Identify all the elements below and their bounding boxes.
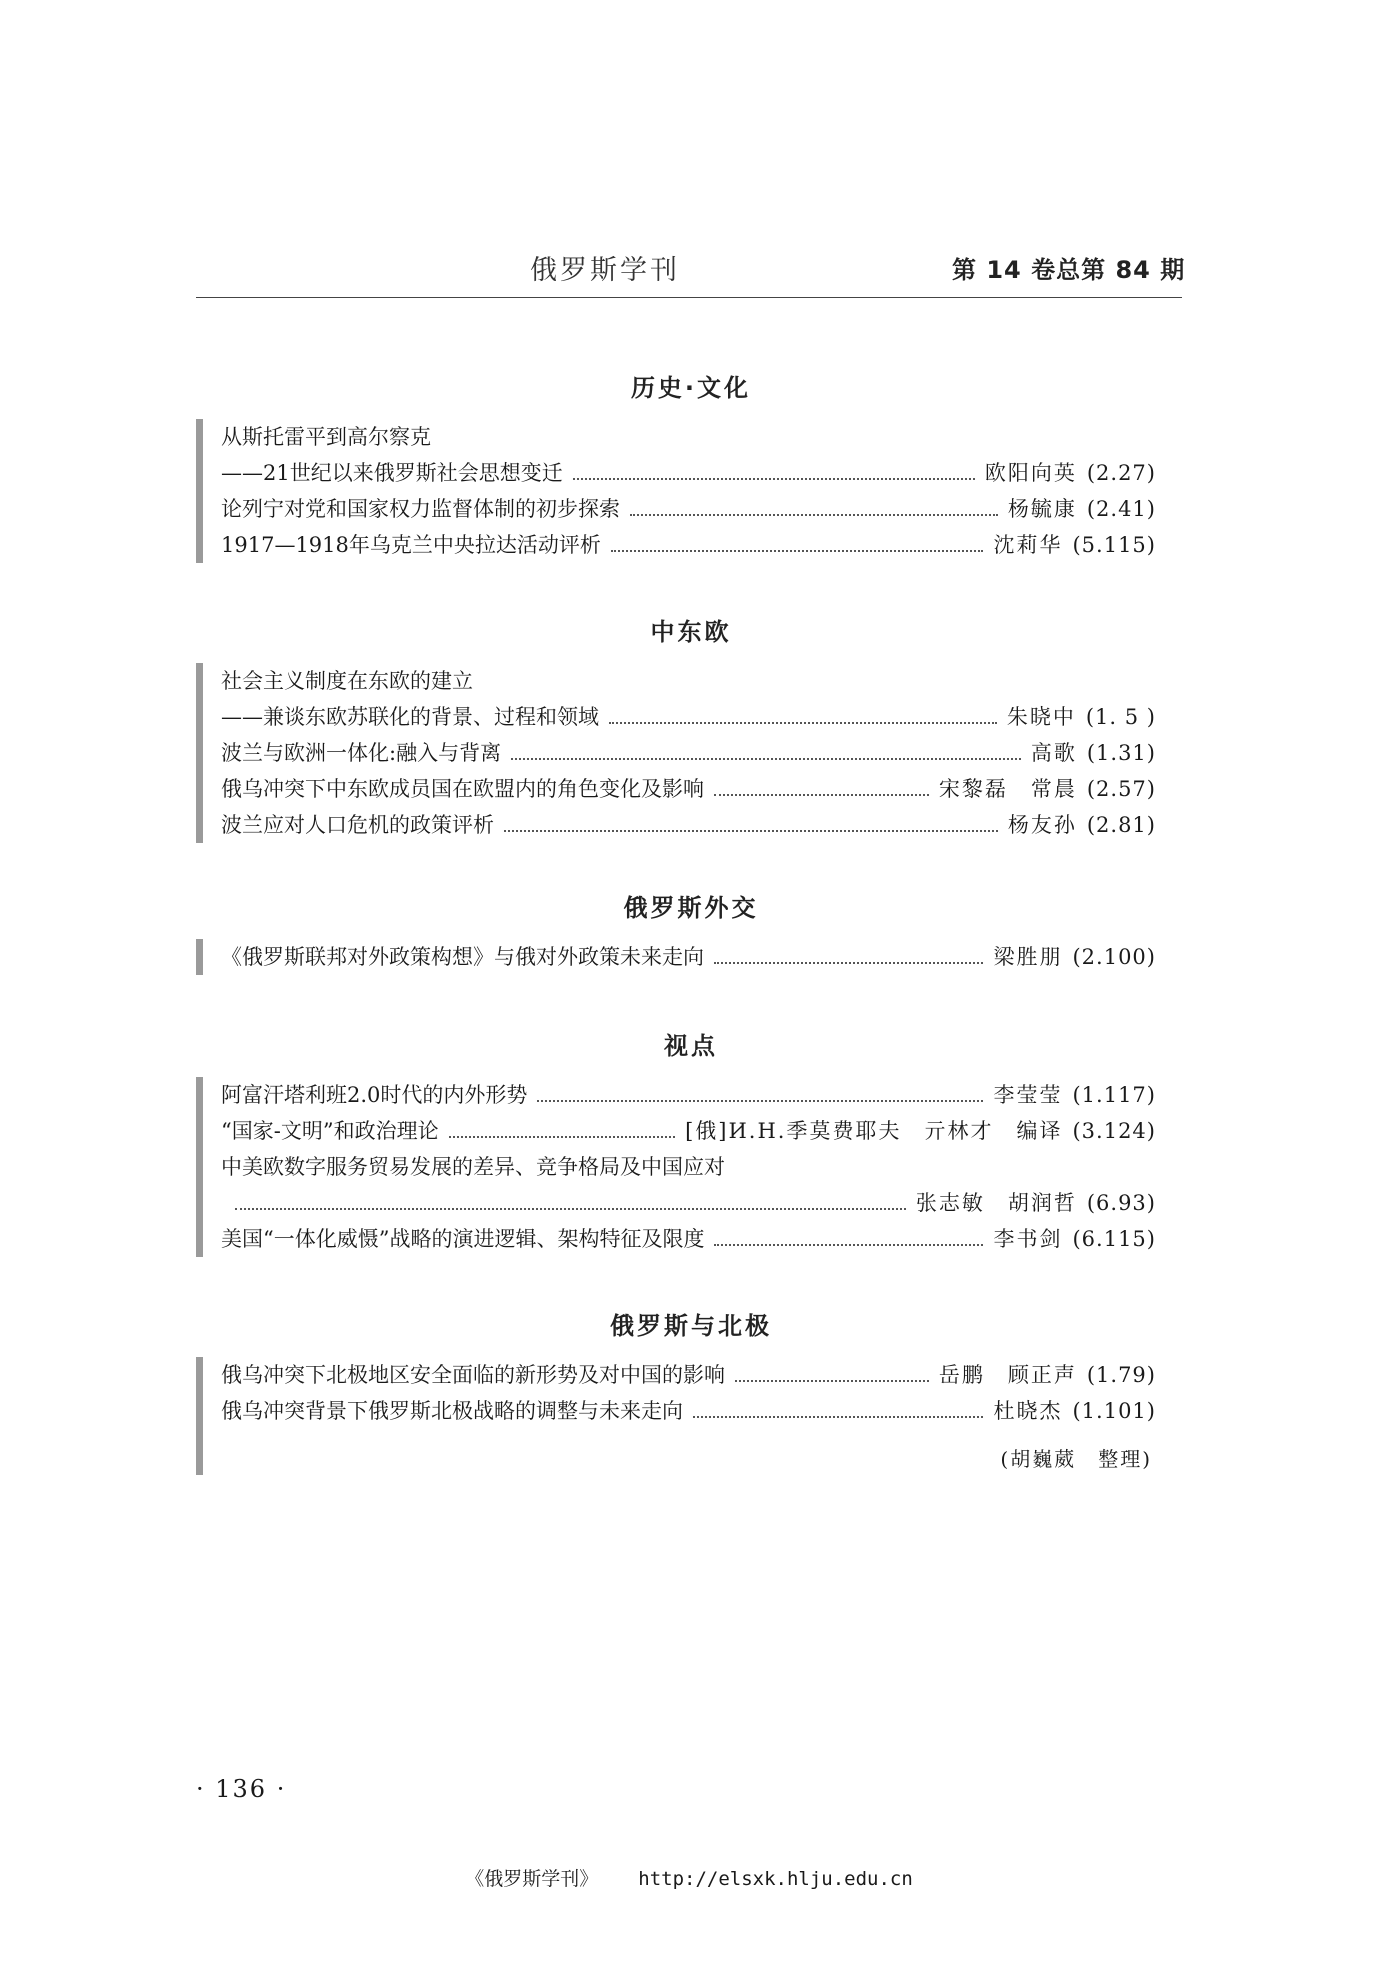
footer-journal: 《俄罗斯学刊》 — [465, 1868, 599, 1890]
entry-author: 岳鹏 顾正声 — [938, 1363, 1077, 1387]
entry-title: 社会主义制度在东欧的建立 — [221, 669, 473, 693]
dot-leader — [449, 1136, 676, 1138]
entry-issue-page: (5.115) — [1072, 533, 1156, 557]
dot-leader — [504, 830, 998, 832]
toc-entry[interactable] — [221, 419, 1156, 491]
entry-issue-page: (2.100) — [1072, 945, 1156, 969]
section-body — [196, 419, 1156, 563]
entry-author: 欧阳向英 — [984, 461, 1077, 485]
entry-title: 波兰与欧洲一体化:融入与背离 — [221, 741, 502, 765]
toc-entry[interactable] — [221, 1221, 1156, 1257]
running-header-journal: 俄罗斯学刊 — [530, 255, 680, 286]
entry-author: [俄]И.Н.季莫费耶夫 亓林才 编译 — [685, 1119, 1063, 1143]
section-title: 俄罗斯与北极 — [610, 1312, 772, 1340]
entry-title: 俄乌冲突下北极地区安全面临的新形势及对中国的影响 — [221, 1363, 725, 1387]
entry-author: 宋黎磊 常晨 — [938, 777, 1077, 801]
entry-author: 张志敏 胡润哲 — [915, 1191, 1077, 1215]
entry-author: 朱晓中 — [1006, 705, 1076, 729]
entry-title: 阿富汗塔利班2.0时代的内外形势 — [221, 1083, 528, 1107]
section-title: 历史·文化 — [630, 374, 752, 402]
dot-leader — [573, 478, 975, 480]
toc-entry[interactable] — [221, 1077, 1156, 1113]
entry-title: 俄乌冲突背景下俄罗斯北极战略的调整与未来走向 — [221, 1399, 683, 1423]
entry-issue-page: (2.41) — [1086, 497, 1156, 521]
toc-section — [196, 368, 1156, 563]
dot-leader — [735, 1380, 929, 1382]
toc-entry[interactable] — [221, 771, 1156, 807]
section-title: 视点 — [664, 1032, 718, 1060]
entry-author: 沈莉华 — [993, 533, 1063, 557]
dot-leader — [714, 794, 929, 796]
page-number: · 136 · — [196, 1775, 287, 1803]
entry-author: 杜晓杰 — [993, 1399, 1063, 1423]
toc-section — [196, 1306, 1156, 1475]
entry-issue-page: (2.81) — [1086, 813, 1156, 837]
header-rule — [196, 297, 1182, 298]
entry-issue-page: (3.124) — [1072, 1119, 1156, 1143]
editor-credit: (胡巍葳 整理) — [1000, 1447, 1152, 1471]
section-title: 俄罗斯外交 — [623, 894, 759, 922]
section-body — [196, 939, 1156, 975]
section-body — [196, 1077, 1156, 1257]
entry-issue-page: (1.101) — [1072, 1399, 1156, 1423]
entry-author: 杨毓康 — [1007, 497, 1077, 521]
dot-leader — [511, 758, 1021, 760]
dot-leader — [611, 550, 984, 552]
entry-author: 高歌 — [1030, 741, 1077, 765]
entry-title: ——21世纪以来俄罗斯社会思想变迁 — [221, 461, 563, 485]
section-title: 中东欧 — [650, 618, 732, 646]
entry-title: “国家-文明”和政治理论 — [221, 1119, 439, 1143]
entry-title: 波兰应对人口危机的政策评析 — [221, 813, 494, 837]
entry-title: ——兼谈东欧苏联化的背景、过程和领域 — [221, 705, 599, 729]
section-body — [196, 663, 1156, 843]
toc-section — [196, 1026, 1156, 1257]
toc-entry[interactable] — [221, 1393, 1156, 1429]
toc-entry[interactable] — [221, 1357, 1156, 1393]
entry-title: 俄乌冲突下中东欧成员国在欧盟内的角色变化及影响 — [221, 777, 704, 801]
toc-entry[interactable] — [221, 1113, 1156, 1149]
toc-entry[interactable] — [221, 1149, 1156, 1221]
toc-entry[interactable] — [221, 939, 1156, 975]
toc-entry[interactable] — [221, 491, 1156, 527]
entry-author: 梁胜朋 — [993, 945, 1063, 969]
entry-issue-page: (6.115) — [1072, 1227, 1156, 1251]
entry-title: 美国“一体化威慑”战略的演进逻辑、架构特征及限度 — [221, 1227, 705, 1251]
dot-leader — [630, 514, 998, 516]
toc-entry[interactable] — [221, 807, 1156, 843]
dot-leader — [235, 1208, 906, 1210]
page-footer — [0, 1864, 1378, 1891]
dot-leader — [714, 1244, 983, 1246]
entry-issue-page: (1.31) — [1086, 741, 1156, 765]
entry-issue-page: (6.93) — [1086, 1191, 1156, 1215]
running-header-issue: 第 14 卷总第 84 期 — [952, 256, 1186, 284]
entry-title: 从斯托雷平到高尔察克 — [221, 425, 431, 449]
entry-issue-page: (2.27) — [1086, 461, 1156, 485]
entry-issue-page: (1. 5 ) — [1085, 705, 1156, 729]
entry-issue-page: (1.117) — [1072, 1083, 1156, 1107]
toc-entry[interactable] — [221, 527, 1156, 563]
entry-issue-page: (2.57) — [1086, 777, 1156, 801]
entry-title: 《俄罗斯联邦对外政策构想》与俄对外政策未来走向 — [221, 945, 704, 969]
toc-section — [196, 612, 1156, 843]
toc-entry[interactable] — [221, 735, 1156, 771]
entry-author: 李书剑 — [993, 1227, 1063, 1251]
dot-leader — [537, 1100, 983, 1102]
entry-title: 1917—1918年乌克兰中央拉达活动评析 — [221, 533, 601, 557]
dot-leader — [693, 1416, 983, 1418]
entry-title: 中美欧数字服务贸易发展的差异、竞争格局及中国应对 — [221, 1155, 725, 1179]
dot-leader — [714, 962, 983, 964]
toc-entry[interactable] — [221, 663, 1156, 735]
entry-author: 杨友孙 — [1007, 813, 1077, 837]
toc-section — [196, 888, 1156, 975]
section-body — [196, 1357, 1156, 1475]
entry-author: 李莹莹 — [993, 1083, 1063, 1107]
entry-title: 论列宁对党和国家权力监督体制的初步探索 — [221, 497, 620, 521]
entry-issue-page: (1.79) — [1086, 1363, 1156, 1387]
dot-leader — [609, 722, 997, 724]
footer-url[interactable]: http://elsxk.hlju.edu.cn — [638, 1868, 913, 1890]
